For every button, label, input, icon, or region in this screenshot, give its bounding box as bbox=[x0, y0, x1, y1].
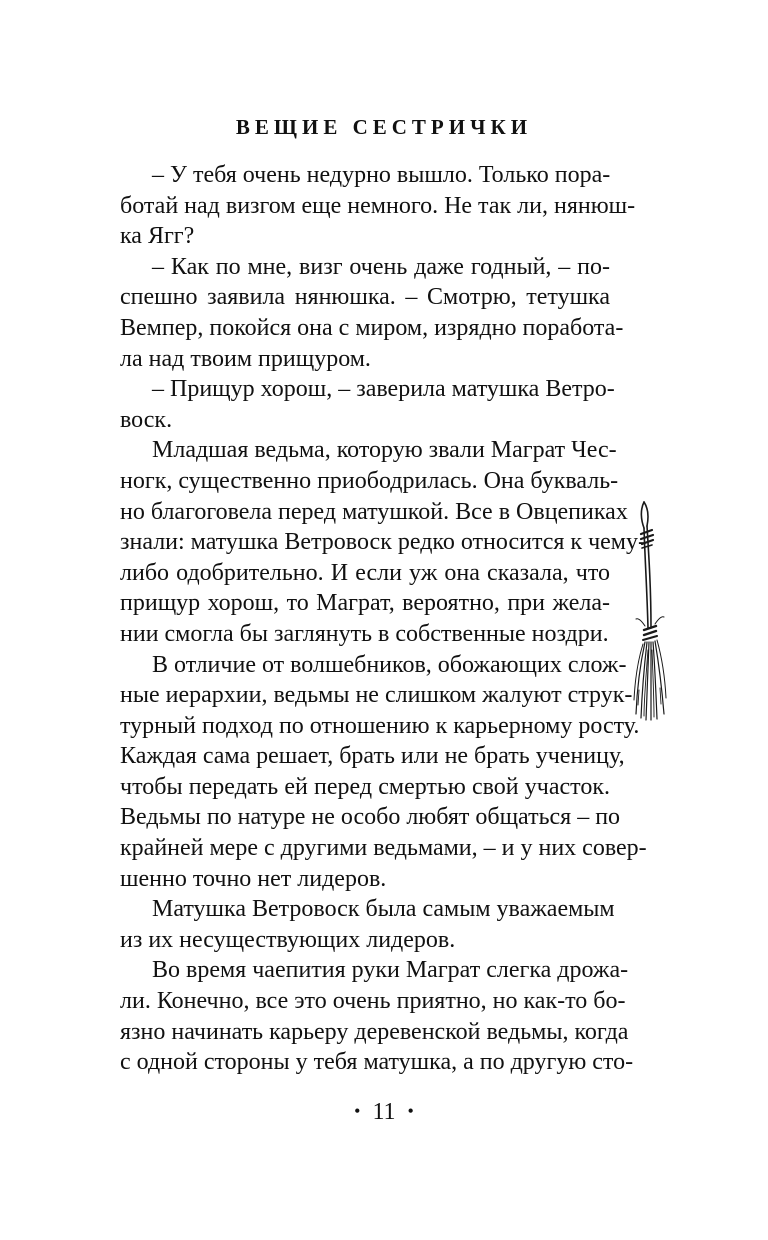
page-number-footer bbox=[0, 1096, 768, 1127]
body-text bbox=[120, 160, 647, 1078]
text-line: Каждая сама решает, брать или не брать ученицу, bbox=[120, 743, 625, 770]
broom-icon bbox=[632, 500, 668, 722]
text-line: спешно заявила нянюшка. – Смотрю, тетушка bbox=[120, 284, 610, 311]
text-line: – У тебя очень недурно вышло. Только пора- bbox=[152, 162, 611, 188]
page-number: 11 bbox=[372, 1099, 396, 1125]
folio-bullet-right: • bbox=[407, 1101, 414, 1121]
text-line: чтобы передать ей перед смертью свой участок. bbox=[120, 773, 610, 800]
text-line: В отличие от волшебников, обожающих слож- bbox=[152, 651, 627, 678]
text-line: – Как по мне, визг очень даже годный, – по- bbox=[152, 253, 610, 280]
folio-bullet-left: • bbox=[354, 1101, 361, 1121]
text-line: ли. Конечно, все это очень приятно, но как-то бо- bbox=[120, 988, 626, 1015]
text-line: Младшая ведьма, которую звали Маграт Чес- bbox=[152, 437, 617, 464]
text-line: турный подход по отношению к карьерному росту. bbox=[120, 712, 640, 739]
text-line: Ведьмы по натуре не особо любят общаться – по bbox=[120, 804, 621, 831]
text-line: прищур хорош, то Маграт, вероятно, при жела- bbox=[120, 590, 610, 617]
text-line: Во время чаепития руки Маграт слегка дрожа- bbox=[152, 957, 629, 984]
text-line: ногк, существенно приободрилась. Она букваль- bbox=[120, 467, 619, 494]
text-line: язно начинать карьеру деревенской ведьмы, когда bbox=[120, 1018, 629, 1045]
text-line: ботай над визгом еще немного. Не так ли, нянюш- bbox=[120, 192, 636, 219]
text-line: воск. bbox=[120, 406, 173, 433]
text-line: ные иерархии, ведьмы не слишком жалуют струк- bbox=[120, 682, 633, 709]
text-line: нии смогла бы заглянуть в собственные ноздри. bbox=[120, 620, 609, 647]
text-line: крайней мере с другими ведьмами, – и у них совер- bbox=[120, 835, 647, 862]
text-line: из их несуществующих лидеров. bbox=[120, 926, 456, 953]
text-line: – Прищур хорош, – заверила матушка Ветро- bbox=[152, 376, 615, 403]
running-head: ВЕЩИЕ СЕСТРИЧКИ bbox=[235, 115, 533, 139]
text-line: с одной стороны у тебя матушка, а по другую сто- bbox=[120, 1049, 634, 1076]
text-line: ка Ягг? bbox=[120, 223, 195, 250]
text-line: Вемпер, покойся она с миром, изрядно поработа- bbox=[120, 314, 624, 341]
text-line: либо одобрительно. И если уж она сказала, что bbox=[120, 559, 610, 586]
text-line: шенно точно нет лидеров. bbox=[120, 865, 387, 892]
text-line: Матушка Ветровоск была самым уважаемым bbox=[152, 896, 615, 923]
text-line: ла над твоим прищуром. bbox=[120, 345, 371, 372]
text-line: но благоговела перед матушкой. Все в Овцепиках bbox=[120, 498, 628, 525]
text-line: знали: матушка Ветровоск редко относится к чему- bbox=[120, 529, 646, 556]
